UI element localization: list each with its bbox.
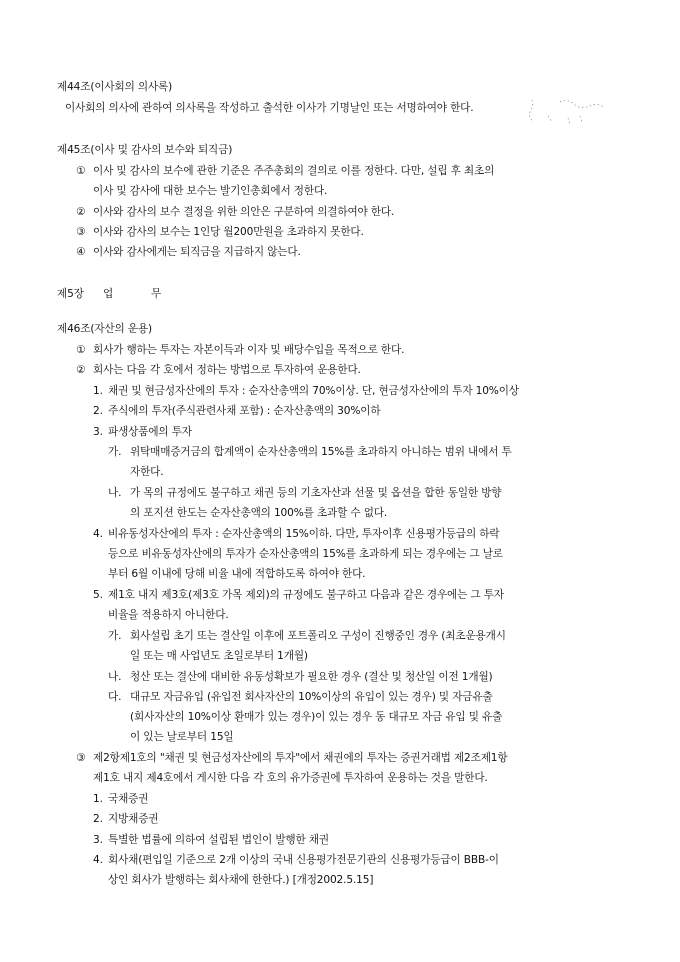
list-item-marker: 3. [93, 426, 103, 438]
article-45-item-3-marker: ③ [76, 226, 86, 238]
article-45-item-2-line-1: 이사와 감사의 보수 결정을 위한 의안은 구분하여 의결하여야 한다. [93, 206, 395, 218]
list-item-line: 비율을 적용하지 아니한다. [108, 609, 229, 621]
list-item-marker: 2. [93, 405, 103, 417]
list-item-line: 주식에의 투자(주식관련사채 포함) : 순자산총액의 30%이하 [108, 405, 381, 417]
sub-item-marker: 가. [108, 630, 122, 642]
list-item-marker: 4. [93, 854, 103, 866]
sub-item-line: (회사자산의 10%이상 환매가 있는 경우)이 있는 경우 동 대규모 자금 유입 및 유출 [130, 711, 503, 723]
article-45-item-1-line-2: 이사 및 감사에 대한 보수는 발기인총회에서 정한다. [93, 185, 328, 197]
list-item-line: 파생상품에의 투자 [108, 426, 192, 438]
list-item-line: 부터 6월 이내에 당해 비율 내에 적합하도록 하여야 한다. [108, 568, 366, 580]
list-item-line: 제1호 내지 제3호(제3호 가목 제외)의 규정에도 불구하고 다음과 같은 경우에는 그 투자 [108, 589, 504, 601]
article-45-item-4-line-1: 이사와 감사에게는 퇴직금을 지급하지 않는다. [93, 246, 301, 258]
chapter-5-title-part-2: 무 [151, 288, 162, 300]
list-item-line: 등으로 비유동성자산에의 투자가 순자산총액의 15%를 초과하게 되는 경우에는 그 날로 [108, 548, 503, 560]
article-45-item-3-line-1: 이사와 감사의 보수는 1인당 월200만원을 초과하지 못한다. [93, 226, 364, 238]
list-item-marker: 4. [93, 528, 103, 540]
list-item-line: 국채증권 [108, 793, 149, 805]
article-46-title: 제46조(자산의 운용) [57, 323, 152, 335]
article-45-item-4-marker: ④ [76, 246, 86, 258]
chapter-5-title-part-1: 업 [103, 288, 114, 300]
article-46-p3-line-2: 제1호 내지 제4호에서 게시한 다음 각 호의 유가증권에 투자하여 운용하는 것을 말한다. [93, 772, 488, 784]
sub-item-marker: 나. [108, 487, 122, 499]
list-item-line: 채권 및 현금성자산에의 투자 : 순자산총액의 70%이상. 단, 현금성자산에의 투자 10%이상 [108, 385, 519, 397]
sub-item-marker: 나. [108, 671, 122, 683]
sub-item-line: 청산 또는 결산에 대비한 유동성확보가 필요한 경우 (결산 및 청산일 이전 1개월) [130, 671, 493, 683]
list-item-line: 회사채(편입일 기준으로 2개 이상의 국내 신용평가전문기관의 신용평가등급이 BBB-이 [108, 854, 499, 866]
sub-item-marker: 다. [108, 691, 122, 703]
article-46-p2-marker: ② [76, 364, 86, 376]
list-item-line: 지방채증권 [108, 813, 159, 825]
sub-item-line: 의 포지션 한도는 순자산총액의 100%를 초과할 수 없다. [130, 507, 388, 519]
article-45-title: 제45조(이사 및 감사의 보수와 퇴직금) [57, 144, 233, 156]
list-item-marker: 1. [93, 385, 103, 397]
article-46-p1-marker: ① [76, 344, 86, 356]
list-item-line: 특별한 법률에 의하여 설립된 법인이 발행한 채권 [108, 834, 329, 846]
article-45-item-1-line-1: 이사 및 감사의 보수에 관한 기준은 주주총회의 결의로 이를 정한다. 다만, 설립 후 최초의 [93, 165, 495, 177]
list-item-marker: 3. [93, 834, 103, 846]
list-item-marker: 5. [93, 589, 103, 601]
list-item-line: 상인 회사가 발행하는 회사채에 한한다.) [개정2002.5.15] [108, 874, 374, 886]
article-46-p3-marker: ③ [76, 752, 86, 764]
article-45-item-2-marker: ② [76, 206, 86, 218]
article-44-title: 제44조(이사회의 의사록) [57, 81, 173, 93]
article-46-p1-text: 회사가 행하는 투자는 자본이득과 이자 및 배당수입을 목적으로 한다. [93, 344, 405, 356]
chapter-5-number: 제5장 [57, 288, 84, 300]
sub-item-line: 자한다. [130, 466, 164, 478]
list-item-marker: 2. [93, 813, 103, 825]
list-item-marker: 1. [93, 793, 103, 805]
article-46-p2-text: 회사는 다음 각 호에서 정하는 방법으로 투자하여 운용한다. [93, 364, 361, 376]
sub-item-line: 이 있는 날로부터 15일 [130, 731, 234, 743]
article-44-text: 이사회의 의사에 관하여 의사록을 작성하고 출석한 이사가 기명날인 또는 서명하여야 한다. [65, 102, 474, 114]
sub-item-marker: 가. [108, 446, 122, 458]
sub-item-line: 위탁매매증거금의 합계액이 순자산총액의 15%를 초과하지 아니하는 범위 내에서 투 [130, 446, 512, 458]
article-45-item-1-marker: ① [76, 165, 86, 177]
article-46-p3-line-1: 제2항제1호의 "채권 및 현금성자산에의 투자"에서 채권에의 투자는 증권거래법 제2조제1항 [93, 752, 508, 764]
seal-stamp-mark [520, 92, 610, 132]
list-item-line: 비유동성자산에의 투자 : 순자산총액의 15%이하. 다만, 투자이후 신용평가등급의 하락 [108, 528, 500, 540]
sub-item-line: 가 목의 규정에도 불구하고 채권 등의 기초자산과 선물 및 옵션을 합한 동일한 방향 [130, 487, 502, 499]
sub-item-line: 회사설립 초기 또는 결산일 이후에 포트폴리오 구성이 진행중인 경우 (최초운용개시 [130, 630, 506, 642]
sub-item-line: 대규모 자금유입 (유입전 회사자산의 10%이상의 유입이 있는 경우) 및 자금유출 [130, 691, 493, 703]
sub-item-line: 일 또는 매 사업년도 초일로부터 1개월) [130, 650, 308, 662]
